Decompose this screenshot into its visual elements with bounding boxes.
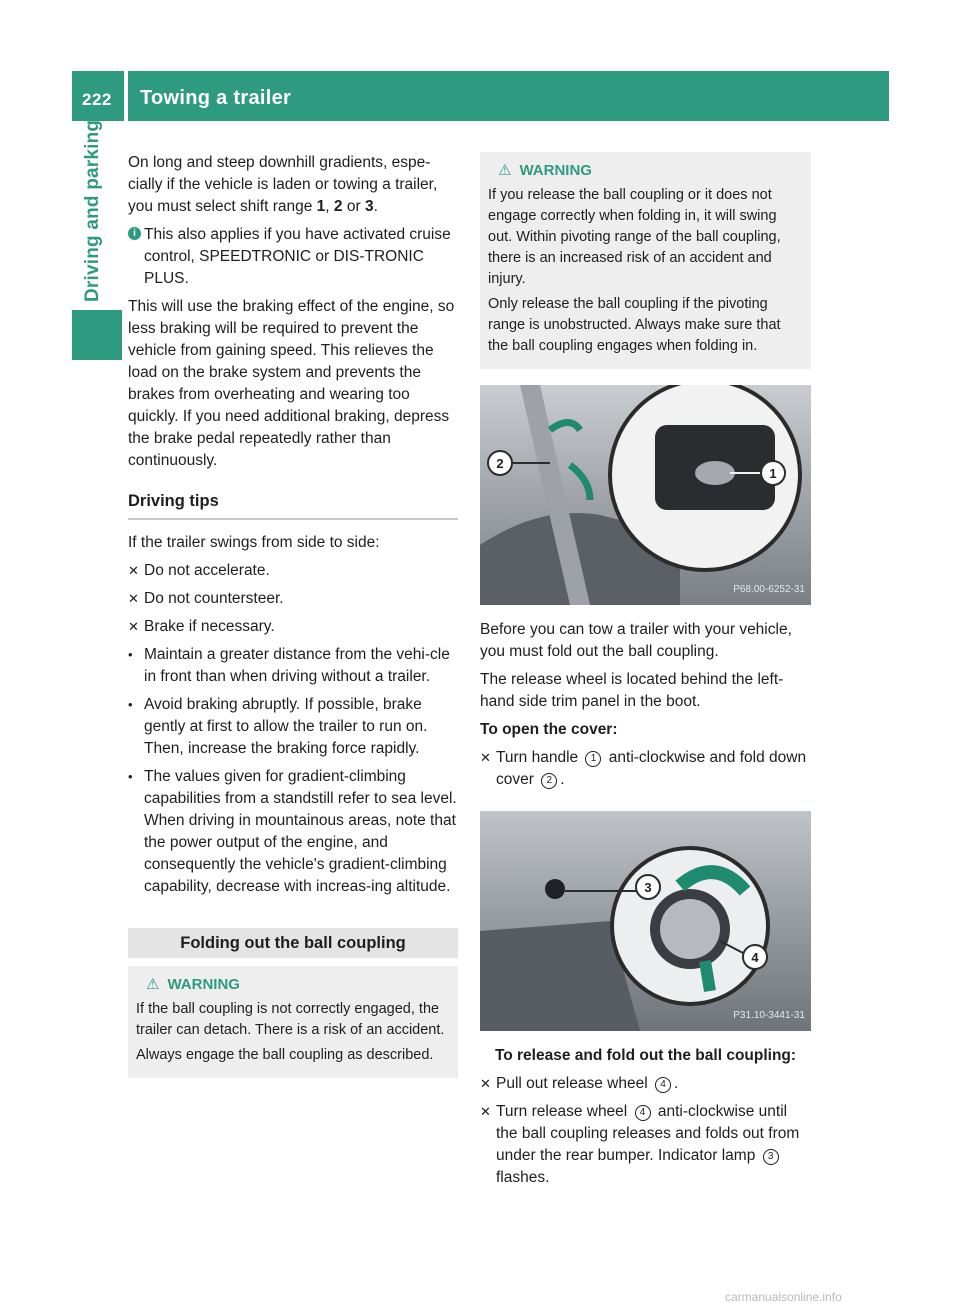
arrow-x-icon: ✕	[128, 563, 139, 578]
arrow-x-icon: ✕	[480, 1076, 491, 1091]
warning-triangle-icon: ⚠	[146, 976, 160, 993]
bullet-icon: •	[128, 769, 133, 784]
warning-text: If you release the ball coupling or it does not engage correctly when folding in, it will swing out. Within pivoting range of the ball coupling, there is an increased risk of an accident and injury.	[488, 187, 781, 287]
callout-3: 3	[644, 880, 652, 895]
warning-heading: ⚠ WARNING	[498, 162, 592, 179]
arrow-x-icon: ✕	[480, 750, 491, 765]
left-column	[128, 152, 458, 1078]
page-title: Towing a trailer	[140, 87, 292, 109]
driving-tips-heading: Driving tips	[128, 490, 458, 520]
tips-intro: If the trailer swings from side to side:	[128, 534, 380, 551]
callout-2: 2	[496, 456, 504, 471]
side-tab-block	[72, 310, 122, 360]
bullet-icon: •	[128, 647, 133, 662]
page-header	[72, 71, 889, 121]
release-wheel-illustration	[480, 811, 811, 1031]
warning-box	[480, 152, 811, 369]
image-caption: P31.10-3441-31	[733, 1010, 805, 1021]
header-divider	[124, 71, 128, 121]
action-item: ✕ Pull out release wheel 4 .	[480, 1073, 811, 1095]
action-item: ✕ Brake if necessary.	[128, 616, 458, 638]
watermark: carmanualsonline.info	[725, 1290, 842, 1304]
page-number: 222	[82, 90, 112, 109]
action-item: ✕ Do not countersteer.	[128, 588, 458, 610]
bullet-icon: •	[128, 697, 133, 712]
action-item: ✕ Turn release wheel 4 anti-clockwise until the ball coupling releases and folds out from under the rear bumper. Indicator lamp 3 flashes.	[480, 1103, 800, 1186]
warning-text: Always engage the ball coupling as described.	[136, 1047, 434, 1063]
release-heading: To release and fold out the ball coupling:	[494, 1047, 797, 1064]
fold-out-paragraph: Before you can tow a trailer with your vehicle, you must fold out the ball coupling.	[480, 621, 792, 660]
warning-text: Only release the ball coupling if the pivoting range is unobstructed. Always make sure that the ball coupling engages when folding in.	[488, 296, 781, 354]
list-item: • Avoid braking abruptly. If possible, brake gently at first to allow the trailer to run on. Then, increase the braking force rapidly.	[128, 696, 428, 757]
warning-box	[128, 966, 458, 1078]
release-wheel-photo	[480, 811, 811, 1031]
list-item: • Maintain a greater distance from the vehi-cle in front than when driving without a trailer.	[128, 646, 450, 685]
release-wheel-paragraph: The release wheel is located behind the left-hand side trim panel in the boot.	[480, 671, 784, 710]
list-item: • The values given for gradient-climbing capabilities from a standstill refer to sea level. When driving in mountainous areas, note that the power output of the engine, and consequently the vehicle's gradient-climbing capability, decrease with increas-ing altitude.	[128, 768, 457, 895]
callout-4: 4	[751, 950, 759, 965]
warning-text: If the ball coupling is not correctly engaged, the trailer can detach. There is a risk of an accident.	[136, 1001, 445, 1038]
downhill-paragraph: On long and steep downhill gradients, espe-cially if the vehicle is laden or towing a trailer, you must select shift range 1, 2 or 3.	[128, 154, 438, 215]
right-column	[480, 152, 811, 1189]
action-item: ✕ Turn handle 1 anti-clockwise and fold down cover 2 .	[480, 749, 807, 788]
boot-cover-photo	[480, 385, 811, 605]
info-note: i This also applies if you have activated cruise control, SPEEDTRONIC or DIS-TRONIC PLUS.	[128, 224, 458, 290]
braking-paragraph: This will use the braking effect of the engine, so less braking will be required to prevent the vehicle from gaining speed. This relieves the load on the brake system and prevents the brakes from overheating and wearing too quickly. If you need additional braking, depress the brake pedal repeatedly rather than continuously.	[128, 298, 455, 469]
section-side-label: Driving and parking	[82, 119, 103, 302]
arrow-x-icon: ✕	[480, 1104, 491, 1119]
callout-1: 1	[769, 466, 777, 481]
info-icon: i	[128, 227, 141, 240]
warning-triangle-icon: ⚠	[498, 162, 512, 179]
section-title: Folding out the ball coupling	[128, 928, 458, 958]
warning-heading: ⚠ WARNING	[146, 976, 240, 993]
action-item: ✕ Do not accelerate.	[128, 560, 458, 582]
arrow-x-icon: ✕	[128, 591, 139, 606]
arrow-x-icon: ✕	[128, 619, 139, 634]
boot-illustration	[480, 385, 811, 605]
image-caption: P68.00-6252-31	[733, 584, 805, 595]
open-cover-heading: To open the cover:	[480, 721, 618, 738]
